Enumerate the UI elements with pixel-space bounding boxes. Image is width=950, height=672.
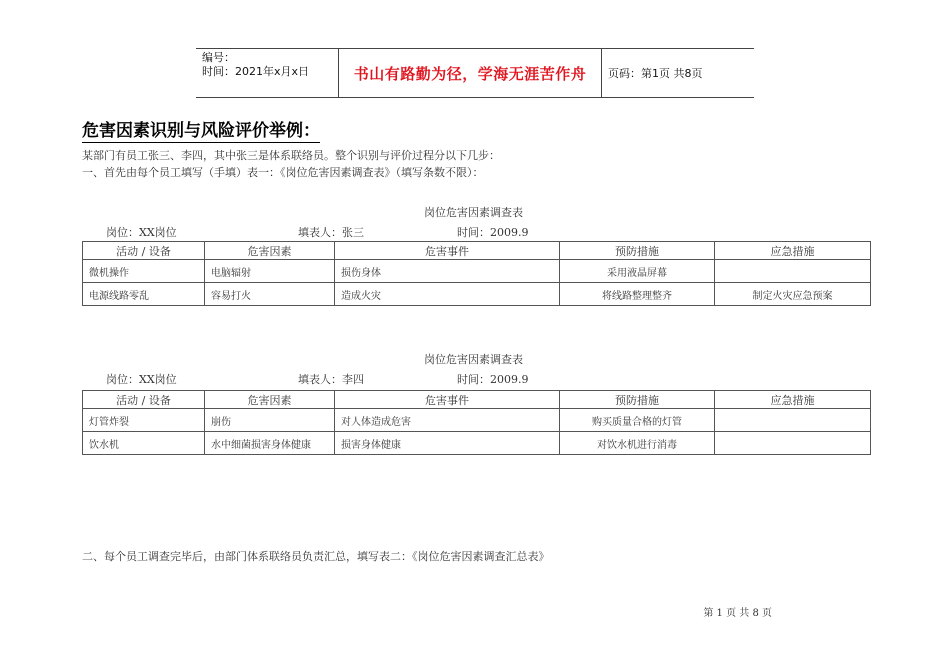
number-label: 编号： <box>202 51 235 64</box>
header-page-cell <box>602 49 754 97</box>
table2-filler: 填表人：李四 <box>298 373 364 386</box>
cell-hazard: 水中细菌损害身体健康 <box>205 432 335 455</box>
cell-event: 造成火灾 <box>335 283 560 306</box>
cell-activity: 灯管炸裂 <box>83 409 205 432</box>
column-header-hazard: 危害因素 <box>205 391 335 409</box>
table2-time: 时间：2009.9 <box>457 373 529 386</box>
hazard-table-2 <box>82 390 871 455</box>
cell-emergency <box>715 432 871 455</box>
column-header-activity: 活动 / 设备 <box>83 242 205 260</box>
table1-filler: 填表人：张三 <box>298 226 364 239</box>
column-header-event: 危害事件 <box>335 242 560 260</box>
cell-prevention: 采用液晶屏幕 <box>560 260 715 283</box>
cell-emergency <box>715 260 871 283</box>
cell-activity: 饮水机 <box>83 432 205 455</box>
column-header-emergency: 应急措施 <box>715 391 871 409</box>
step1-paragraph: 一、首先由每个员工填写（手填）表一：《岗位危害因素调查表》（填写条数不限）： <box>82 166 484 179</box>
cell-hazard: 容易打火 <box>205 283 335 306</box>
cell-prevention: 购买质量合格的灯管 <box>560 409 715 432</box>
table1-time: 时间：2009.9 <box>457 226 529 239</box>
table1-post: 岗位：XX岗位 <box>106 226 177 239</box>
step2-paragraph: 二、每个员工调查完毕后，由部门体系联络员负责汇总，填写表二：《岗位危害因素调查汇总表》 <box>82 550 550 563</box>
table2-post: 岗位：XX岗位 <box>106 373 177 386</box>
table-row <box>83 409 871 432</box>
cell-hazard: 崩伤 <box>205 409 335 432</box>
page-footer: 第 1 页 共 8 页 <box>703 608 772 619</box>
cell-event: 损害身体健康 <box>335 432 560 455</box>
column-header-prevention: 预防措施 <box>560 242 715 260</box>
cell-event: 损伤身体 <box>335 260 560 283</box>
table-header-row <box>83 242 871 260</box>
column-header-event: 危害事件 <box>335 391 560 409</box>
table-row <box>83 283 871 306</box>
cell-activity: 电源线路零乱 <box>83 283 205 306</box>
intro-paragraph: 某部门有员工张三、李四，其中张三是体系联络员。整个识别与评价过程分以下几步： <box>82 149 500 162</box>
time-label: 时间：2021年x月x日 <box>202 65 310 78</box>
header-meta-cell <box>196 49 339 97</box>
cell-hazard: 电脑辐射 <box>205 260 335 283</box>
cell-emergency <box>715 409 871 432</box>
column-header-hazard: 危害因素 <box>205 242 335 260</box>
cell-emergency: 制定火灾应急预案 <box>715 283 871 306</box>
column-header-prevention: 预防措施 <box>560 391 715 409</box>
cell-prevention: 对饮水机进行消毒 <box>560 432 715 455</box>
table-header-row <box>83 391 871 409</box>
column-header-activity: 活动 / 设备 <box>83 391 205 409</box>
hazard-table-1 <box>82 241 871 306</box>
cell-event: 对人体造成危害 <box>335 409 560 432</box>
cell-prevention: 将线路整理整齐 <box>560 283 715 306</box>
table1-caption: 岗位危害因素调查表 <box>424 206 523 219</box>
cell-activity: 微机操作 <box>83 260 205 283</box>
table-row <box>83 260 871 283</box>
document-title: 危害因素识别与风险评价举例： <box>82 121 320 141</box>
page-header <box>196 48 754 98</box>
table-row <box>83 432 871 455</box>
table2-caption: 岗位危害因素调查表 <box>424 353 523 366</box>
column-header-emergency: 应急措施 <box>715 242 871 260</box>
header-motto-cell <box>339 49 602 97</box>
page-label: 页码：第1页 共8页 <box>608 66 703 80</box>
motto-text: 书山有路勤为径，学海无涯苦作舟 <box>353 64 587 83</box>
